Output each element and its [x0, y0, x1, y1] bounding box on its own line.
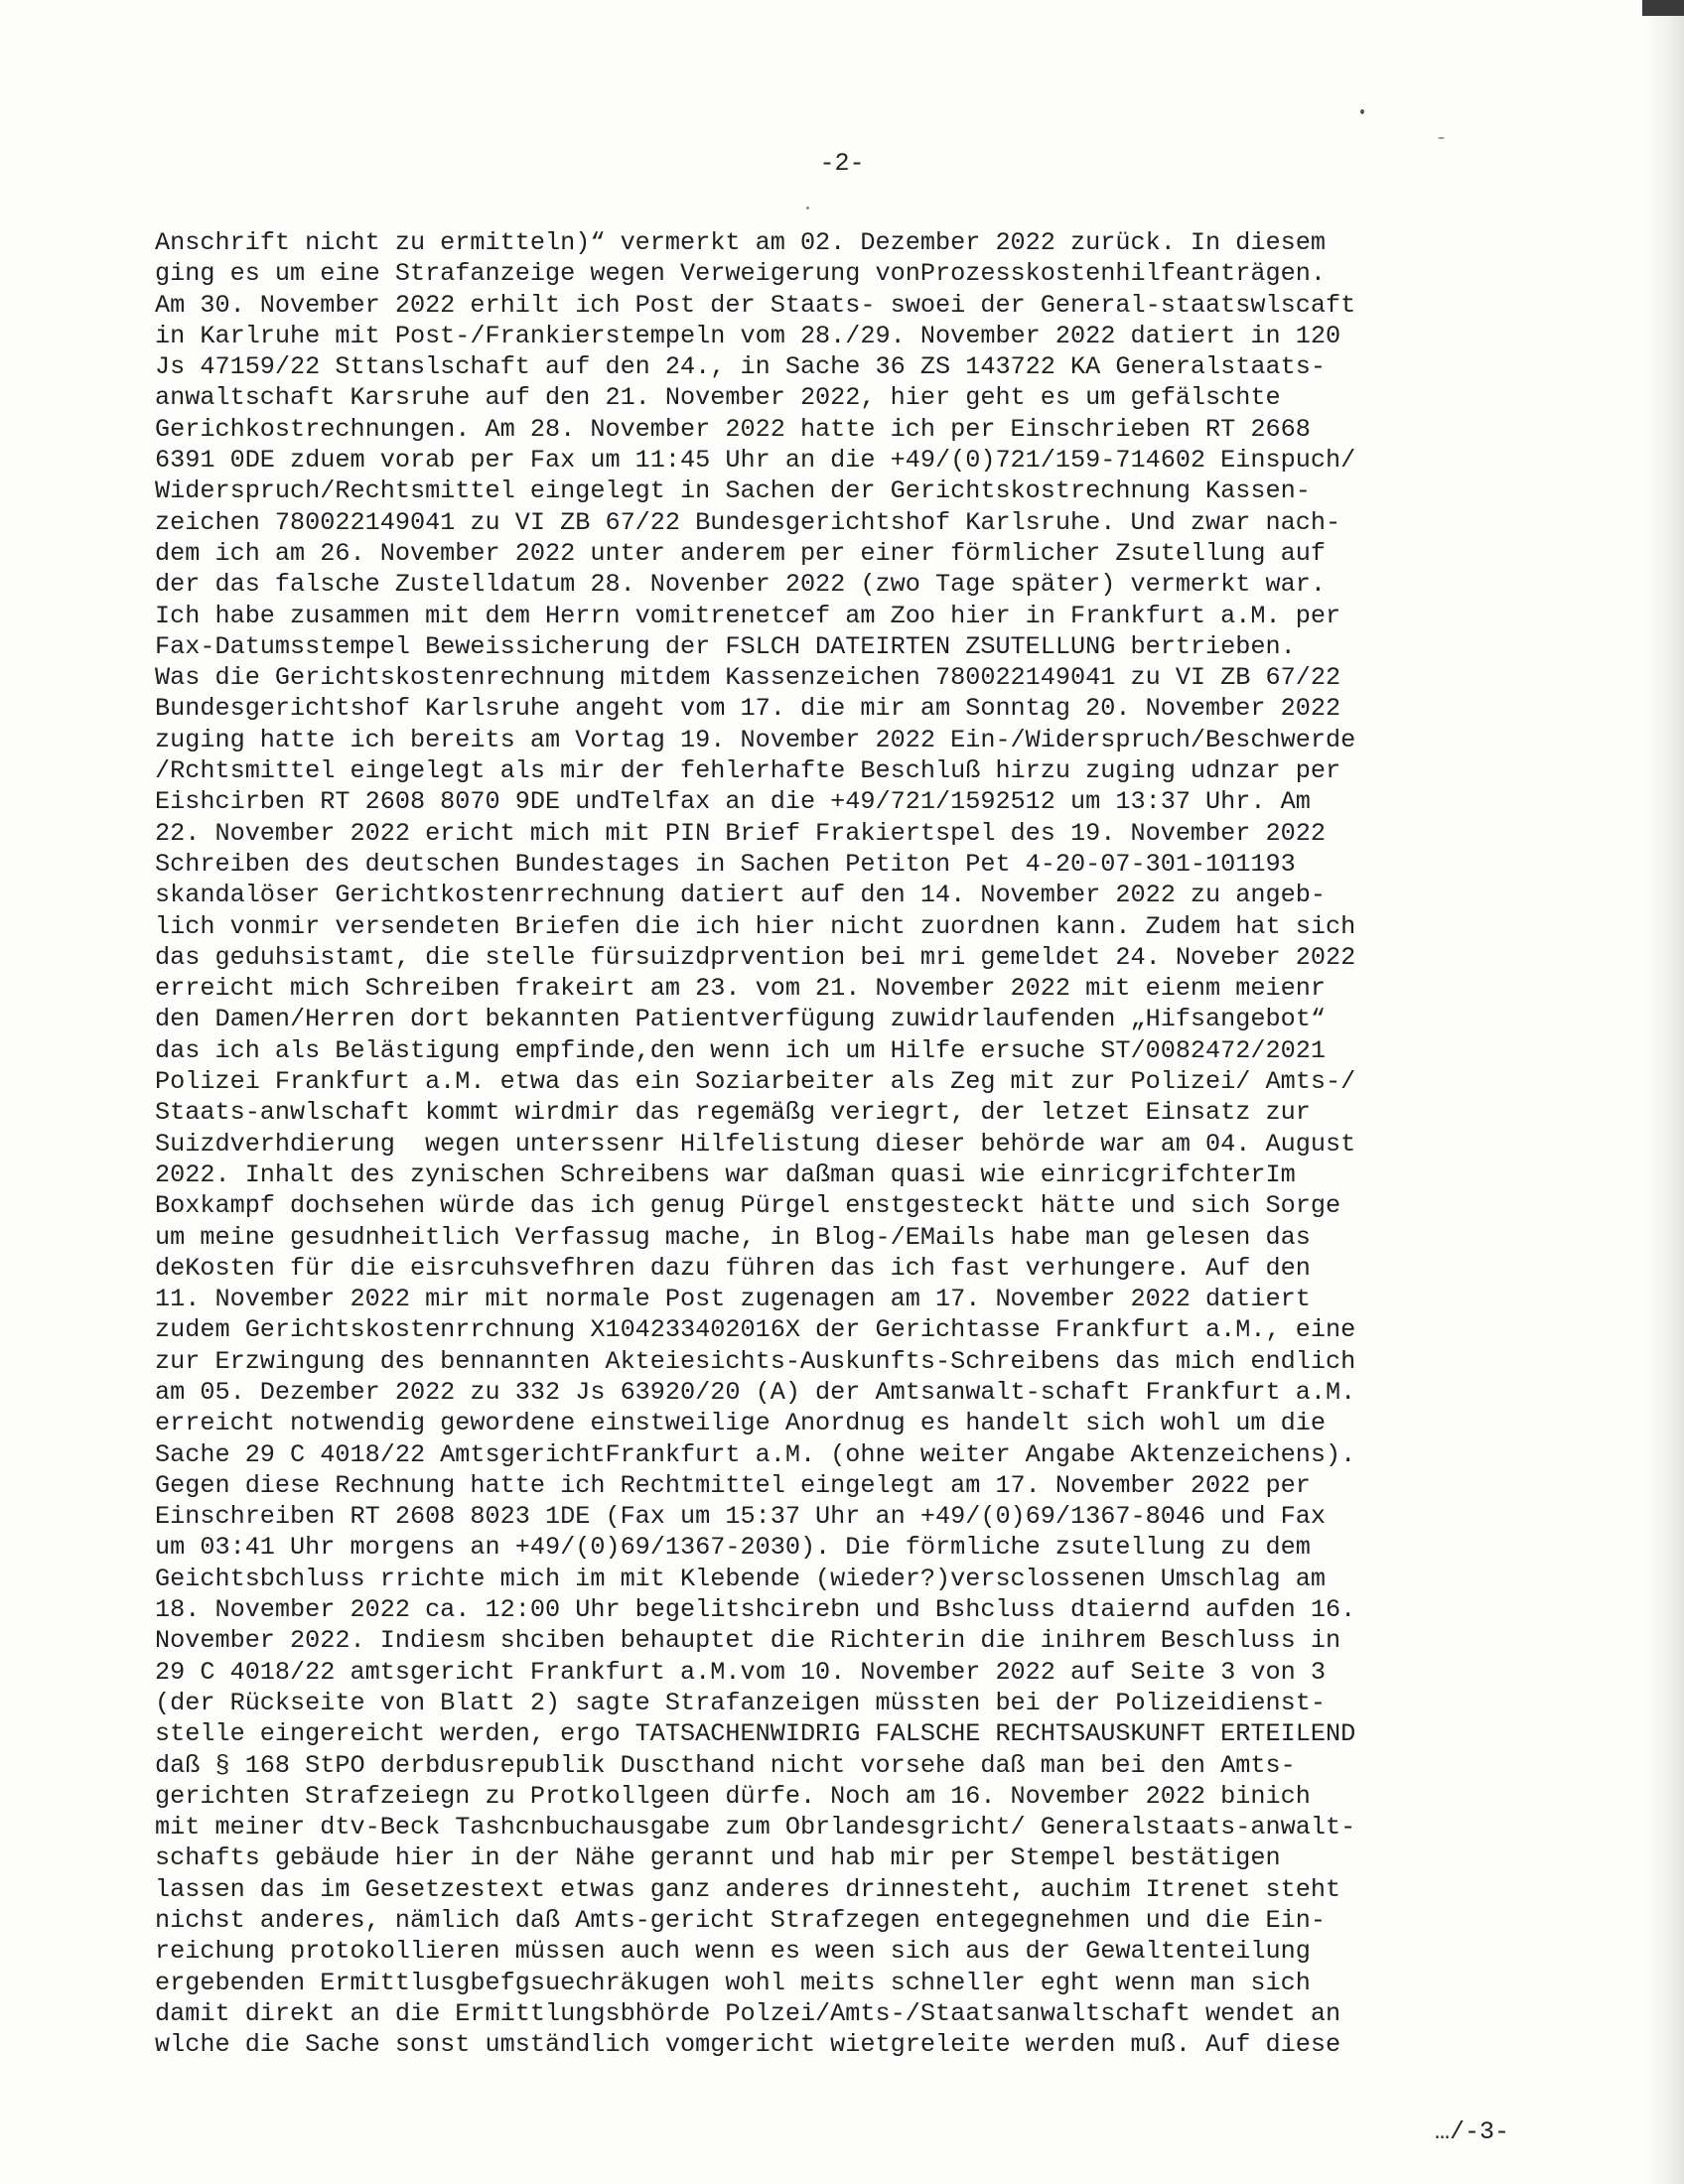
text-line: Suizdverhdierung wegen unterssenr Hilfelistung dieser behörde war am 04. August	[155, 1129, 1356, 1159]
scan-speck	[1438, 137, 1445, 139]
text-line: wlche die Sache sonst umständlich vomgericht wietgreleite werden muß. Auf diese	[155, 2030, 1341, 2060]
text-line: stelle eingereicht werden, ergo TATSACHENWIDRIG FALSCHE RECHTSAUSKUNFT ERTEILEND	[155, 1719, 1356, 1749]
text-line: Eishcirben RT 2608 8070 9DE undTelfax an die +49/721/1592512 um 13:37 Uhr. Am	[155, 787, 1311, 817]
text-line: deKosten für die eisrcuhsvefhren dazu führen das ich fast verhungere. Auf den	[155, 1253, 1311, 1283]
text-line: Polizei Frankfurt a.M. etwa das ein Soziarbeiter als Zeg mit zur Polizei/ Amts-/	[155, 1067, 1356, 1097]
text-line: Was die Gerichtskostenrechnung mitdem Kassenzeichen 780022149041 zu VI ZB 67/22	[155, 663, 1341, 693]
scan-speck	[806, 206, 809, 209]
text-line: 29 C 4018/22 amtsgericht Frankfurt a.M.vom 10. November 2022 auf Seite 3 von 3	[155, 1657, 1326, 1687]
scanner-corner-mark	[1642, 0, 1684, 16]
text-line: reichung protokollieren müssen auch wenn es ween sich aus der Gewaltenteilung	[155, 1937, 1311, 1967]
text-line: dem ich am 26. November 2022 unter anderem per einer förmlicher Zsutellung auf	[155, 538, 1326, 568]
text-line: schafts gebäude hier in der Nähe gerannt und hab mir per Stempel bestätigen	[155, 1843, 1281, 1873]
text-line: lich vonmir versendeten Briefen die ich hier nicht zuordnen kann. Zudem hat sich	[155, 911, 1356, 941]
text-line: Js 47159/22 Sttanslschaft auf den 24., in Sache 36 ZS 143722 KA Generalstaats-	[155, 352, 1326, 382]
page-number: -2-	[819, 149, 865, 178]
text-line: gerichten Strafzeiegn zu Protkollgeen dürfe. Noch am 16. November 2022 binich	[155, 1781, 1311, 1811]
text-line: um meine gesudnheitlich Verfassug mache, in Blog-/EMails habe man gelesen das	[155, 1222, 1311, 1252]
text-line: erreicht notwendig gewordene einstweilige Anordnug es handelt sich wohl um die	[155, 1409, 1326, 1438]
text-line: in Karlruhe mit Post-/Frankierstempeln vom 28./29. November 2022 datiert in 120	[155, 321, 1341, 350]
text-line: um 03:41 Uhr morgens an +49/(0)69/1367-2030). Die förmliche zsutellung zu dem	[155, 1533, 1311, 1563]
text-line: Gegen diese Rechnung hatte ich Rechtmittel eingelegt am 17. November 2022 per	[155, 1470, 1311, 1500]
text-line: zudem Gerichtskostenrrchnung X104233402016X der Gerichtasse Frankfurt a.M., eine	[155, 1315, 1356, 1345]
text-line: zuging hatte ich bereits am Vortag 19. November 2022 Ein-/Widerspruch/Beschwerde	[155, 725, 1356, 754]
text-line: Staats-anwlschaft kommt wirdmir das regemäßg veriegrt, der letzet Einsatz zur	[155, 1098, 1311, 1128]
text-line: Sache 29 C 4018/22 AmtsgerichtFrankfurt a.M. (ohne weiter Angabe Aktenzeichens).	[155, 1439, 1356, 1469]
text-line: 18. November 2022 ca. 12:00 Uhr begelitshcirebn und Bshcluss dtaiernd aufden 16.	[155, 1595, 1356, 1625]
text-line: mit meiner dtv-Beck Tashcnbuchausgabe zum Obrlandesgricht/ Generalstaats-anwalt-	[155, 1813, 1356, 1843]
text-line: 22. November 2022 ericht mich mit PIN Brief Frakiertspel des 19. November 2022	[155, 818, 1326, 848]
scan-speck	[1360, 109, 1364, 114]
text-line: Anschrift nicht zu ermitteln)“ vermerkt am 02. Dezember 2022 zurück. In diesem	[155, 228, 1326, 257]
text-line: anwaltschaft Karsruhe auf den 21. November 2022, hier geht es um gefälschte	[155, 383, 1281, 413]
text-line: 6391 0DE zduem vorab per Fax um 11:45 Uhr an die +49/(0)721/159-714602 Einspuch/	[155, 446, 1356, 476]
text-line: skandalöser Gerichtkostenrrechnung datiert auf den 14. November 2022 zu angeb-	[155, 881, 1326, 910]
letter-body-text	[155, 227, 1485, 2061]
text-line: daß § 168 StPO derbdusrepublik Duscthand nicht vorsehe daß man bei den Amts-	[155, 1750, 1296, 1780]
text-line: Schreiben des deutschen Bundestages in Sachen Petiton Pet 4-20-07-301-101193	[155, 849, 1296, 879]
text-line: ging es um eine Strafanzeige wegen Verweigerung vonProzesskostenhilfeanträgen.	[155, 259, 1326, 289]
text-line: zeichen 780022149041 zu VI ZB 67/22 Bundesgerichtshof Karlsruhe. Und zwar nach-	[155, 507, 1341, 537]
text-line: Einschreiben RT 2608 8023 1DE (Fax um 15:37 Uhr an +49/(0)69/1367-8046 und Fax	[155, 1502, 1326, 1532]
text-line: /Rchtsmittel eingelegt als mir der fehlerhafte Beschluß hirzu zuging udnzar per	[155, 756, 1341, 786]
text-line: November 2022. Indiesm shciben behauptet die Richterin die inihrem Beschluss in	[155, 1626, 1341, 1656]
continuation-marker: …/-3-	[1434, 2117, 1509, 2146]
text-line: (der Rückseite von Blatt 2) sagte Strafanzeigen müssten bei der Polizeidienst-	[155, 1688, 1326, 1717]
text-line: ergebenden Ermittlusgbefgsuechräkugen wohl meits schneller eght wenn man sich	[155, 1968, 1311, 1997]
text-line: Geichtsbchluss rrichte mich im mit Klebende (wieder?)verscl​ossenen Umschlag am	[155, 1564, 1326, 1593]
scan-shadow-edge	[1644, 0, 1684, 2184]
text-line: am 05. Dezember 2022 zu 332 Js 63920/20 (A) der Amtsanwalt-schaft Frankfurt a.M.	[155, 1377, 1356, 1407]
text-line: 11. November 2022 mir mit normale Post zugenagen am 17. November 2022 datiert	[155, 1285, 1311, 1314]
text-line: Bundesgerichtshof Karlsruhe angeht vom 17. die mir am Sonntag 20. November 2022	[155, 694, 1341, 724]
text-line: Ich habe zusammen mit dem Herrn vomitrenetcef am Zoo hier in Frankfurt a.M. per	[155, 601, 1341, 630]
text-line: den Damen/Herren dort bekannten Patientverfügung zuwidrlaufenden „Hifsangebot“	[155, 1005, 1326, 1034]
text-line: damit direkt an die Ermittlungsbhörde Polzei/Amts-/Staatsanwaltschaft wendet an	[155, 1998, 1341, 2028]
text-line: der das falsche Zustelldatum 28. Novenber 2022 (zwo Tage später) vermerkt war.	[155, 570, 1326, 600]
text-line: nichst anderes, nämlich daß Amts-gericht Strafzegen entegegnehmen und die Ein-	[155, 1906, 1326, 1936]
text-line: Fax-Datumsstempel Beweissicherung der FSLCH DATEIRTEN ZSUTELLUNG bertrieben.	[155, 631, 1296, 661]
text-line: Widerspruch/Rechtsmittel eingelegt in Sachen der Gerichtskostrechnung Kassen-	[155, 477, 1311, 506]
text-line: 2022. Inhalt des zynischen Schreibens war daßman quasi wie einricgrifchterIm	[155, 1160, 1296, 1189]
text-line: das ich als Belästigung empfinde,den wenn ich um Hilfe ersuche ST/0082472/2021	[155, 1035, 1326, 1065]
text-line: zur Erzwingung des bennannten Akteiesichts-Auskunfts-Schreibens das mich endlich	[155, 1346, 1356, 1376]
text-line: Gerichkostrechnungen. Am 28. November 2022 hatte ich per Einschrieben RT 2668	[155, 414, 1311, 444]
text-line: das geduhsistamt, die stelle fürsuizdprvention bei mri gemeldet 24. Noveber 2022	[155, 942, 1356, 972]
text-line: lassen das im Gesetzestext etwas ganz anderes drinnesteht, auchim Itrenet steht	[155, 1874, 1341, 1904]
text-line: Boxkampf dochsehen würde das ich genug Pürgel enstgesteckt hätte und sich Sorge	[155, 1191, 1341, 1221]
text-line: erreicht mich Schreiben frakeirt am 23. vom 21. November 2022 mit eienm meienr	[155, 974, 1326, 1004]
text-line: Am 30. November 2022 erhilt ich Post der Staats- swoei der General-staatswlscaft	[155, 290, 1356, 320]
